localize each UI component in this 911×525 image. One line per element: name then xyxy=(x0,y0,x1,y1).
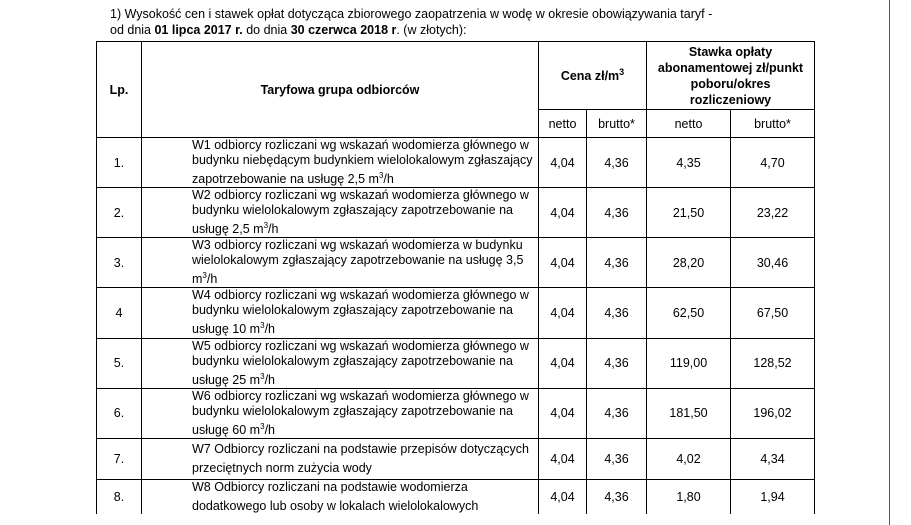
row-desc-sup: 3 xyxy=(260,321,265,331)
header-lp: Lp. xyxy=(97,42,142,138)
row-fee-netto: 4,35 xyxy=(647,138,731,188)
row-desc xyxy=(142,238,539,288)
row-desc-text: W2 odbiorcy rozliczani wg wskazań wodomierza głównego w budynku wielolokalowym zgłaszający zapotrzebowanie na usługę 2,5 m xyxy=(192,188,529,237)
header-fee-netto: netto xyxy=(647,110,731,138)
row-desc xyxy=(142,288,539,338)
header-brutto: brutto* xyxy=(587,110,647,138)
row-brutto: 4,36 xyxy=(587,438,647,479)
row-lp: 6. xyxy=(97,388,142,438)
row-brutto: 4,36 xyxy=(587,388,647,438)
row-desc-tail: /h xyxy=(383,172,394,187)
intro-text-a: od dnia xyxy=(110,23,155,37)
table-row xyxy=(97,479,815,514)
row-netto: 4,04 xyxy=(539,188,587,238)
row-fee-brutto: 1,94 xyxy=(731,479,815,514)
row-fee-brutto: 23,22 xyxy=(731,188,815,238)
intro-text-b: do dnia xyxy=(242,23,291,37)
row-lp: 7. xyxy=(97,438,142,479)
row-brutto: 4,36 xyxy=(587,288,647,338)
row-desc xyxy=(142,438,539,479)
row-brutto: 4,36 xyxy=(587,479,647,514)
row-desc-text: W6 odbiorcy rozliczani wg wskazań wodomierza głównego w budynku wielolokalowym zgłaszający zapotrzebowanie na usługę 60 m xyxy=(192,388,529,437)
row-desc-sup: 3 xyxy=(378,171,384,180)
header-price-label: Cena zł/m xyxy=(560,69,620,84)
table-row xyxy=(97,138,815,188)
row-netto: 4,04 xyxy=(539,288,587,338)
row-desc-text: W3 odbiorcy rozliczani wg wskazań wodomierza w budynku wielolokalowym zgłaszający zapotrzebowanie na usługę 3,5 m xyxy=(192,238,524,287)
table-row xyxy=(97,288,815,338)
row-fee-netto: 1,80 xyxy=(647,479,731,514)
row-desc-tail: /h xyxy=(206,272,218,287)
row-lp: 3. xyxy=(97,238,142,288)
row-lp: 4 xyxy=(97,288,142,338)
header-price-sup: 3 xyxy=(619,67,625,78)
table-row xyxy=(97,388,815,438)
intro-line-2 xyxy=(110,22,810,38)
row-desc-text: W5 odbiorcy rozliczani wg wskazań wodomierza głównego w budynku wielolokalowym zgłaszający zapotrzebowanie na usługę 25 m xyxy=(192,338,529,387)
row-fee-brutto: 128,52 xyxy=(731,338,815,388)
row-fee-netto: 119,00 xyxy=(647,338,731,388)
row-desc xyxy=(142,388,539,438)
table-row xyxy=(97,238,815,288)
header-group: Taryfowa grupa odbiorców xyxy=(142,42,539,138)
row-desc-sup: 3 xyxy=(263,221,269,231)
row-lp: 1. xyxy=(97,138,142,188)
row-desc xyxy=(142,338,539,388)
intro-paragraph xyxy=(110,6,810,38)
row-brutto: 4,36 xyxy=(587,138,647,188)
row-desc xyxy=(142,188,539,238)
row-desc-tail: /h xyxy=(264,422,275,437)
row-fee-netto: 62,50 xyxy=(647,288,731,338)
header-fee-brutto: brutto* xyxy=(731,110,815,138)
row-desc-tail: /h xyxy=(264,372,275,387)
row-brutto: 4,36 xyxy=(587,338,647,388)
row-netto: 4,04 xyxy=(539,338,587,388)
row-fee-brutto: 196,02 xyxy=(731,388,815,438)
row-lp: 2. xyxy=(97,188,142,238)
row-fee-brutto: 30,46 xyxy=(731,238,815,288)
page-edge-line xyxy=(889,0,890,525)
row-fee-netto: 181,50 xyxy=(647,388,731,438)
row-fee-netto: 21,50 xyxy=(647,188,731,238)
row-netto: 4,04 xyxy=(539,138,587,188)
row-netto: 4,04 xyxy=(539,479,587,514)
row-netto: 4,04 xyxy=(539,438,587,479)
row-netto: 4,04 xyxy=(539,388,587,438)
table-row xyxy=(97,188,815,238)
header-fee: Stawka opłaty abonamentowej zł/punkt poboru/okres rozliczeniowy xyxy=(647,42,815,110)
row-desc-text: W7 Odbiorcy rozliczani na podstawie przepisów dotyczących przeciętnych norm zużycia wody xyxy=(192,441,529,476)
row-brutto: 4,36 xyxy=(587,238,647,288)
row-desc-text: W8 Odbiorcy rozliczani na podstawie wodomierza dodatkowego lub osoby w lokalach wielolokalowych xyxy=(192,480,479,514)
row-fee-netto: 28,20 xyxy=(647,238,731,288)
row-fee-brutto: 67,50 xyxy=(731,288,815,338)
intro-line-1: 1) Wysokość cen i stawek opłat dotycząca zbiorowego zaopatrzenia w wodę w okresie obowiązywania taryf - xyxy=(110,7,713,21)
header-netto: netto xyxy=(539,110,587,138)
row-brutto: 4,36 xyxy=(587,188,647,238)
row-lp: 5. xyxy=(97,338,142,388)
header-price xyxy=(539,42,647,110)
row-desc-text: W1 odbiorcy rozliczani wg wskazań wodomierza głównego w budynku niebędącym budynkiem wielolokalowym zgłaszający zapotrzebowanie na usługę 2,5 m xyxy=(192,138,533,187)
row-desc-sup: 3 xyxy=(260,371,265,381)
row-desc-sup: 3 xyxy=(260,421,265,431)
tariff-table xyxy=(96,41,815,514)
table-row xyxy=(97,438,815,479)
row-desc xyxy=(142,138,539,188)
date-to: 30 czerwca 2018 r xyxy=(290,23,397,37)
table-row xyxy=(97,338,815,388)
row-desc-tail: /h xyxy=(268,222,279,237)
row-desc-tail: /h xyxy=(264,322,275,337)
row-fee-brutto: 4,34 xyxy=(731,438,815,479)
row-fee-netto: 4,02 xyxy=(647,438,731,479)
row-desc xyxy=(142,479,539,514)
intro-text-c: . (w złotych): xyxy=(396,23,467,37)
row-lp: 8. xyxy=(97,479,142,514)
row-desc-sup: 3 xyxy=(202,271,207,281)
row-fee-brutto: 4,70 xyxy=(731,138,815,188)
row-netto: 4,04 xyxy=(539,238,587,288)
row-desc-text: W4 odbiorcy rozliczani wg wskazań wodomierza głównego w budynku wielolokalowym zgłaszający zapotrzebowanie na usługę 10 m xyxy=(192,288,529,337)
date-from: 01 lipca 2017 r. xyxy=(154,23,243,37)
header-row-1 xyxy=(97,42,815,110)
